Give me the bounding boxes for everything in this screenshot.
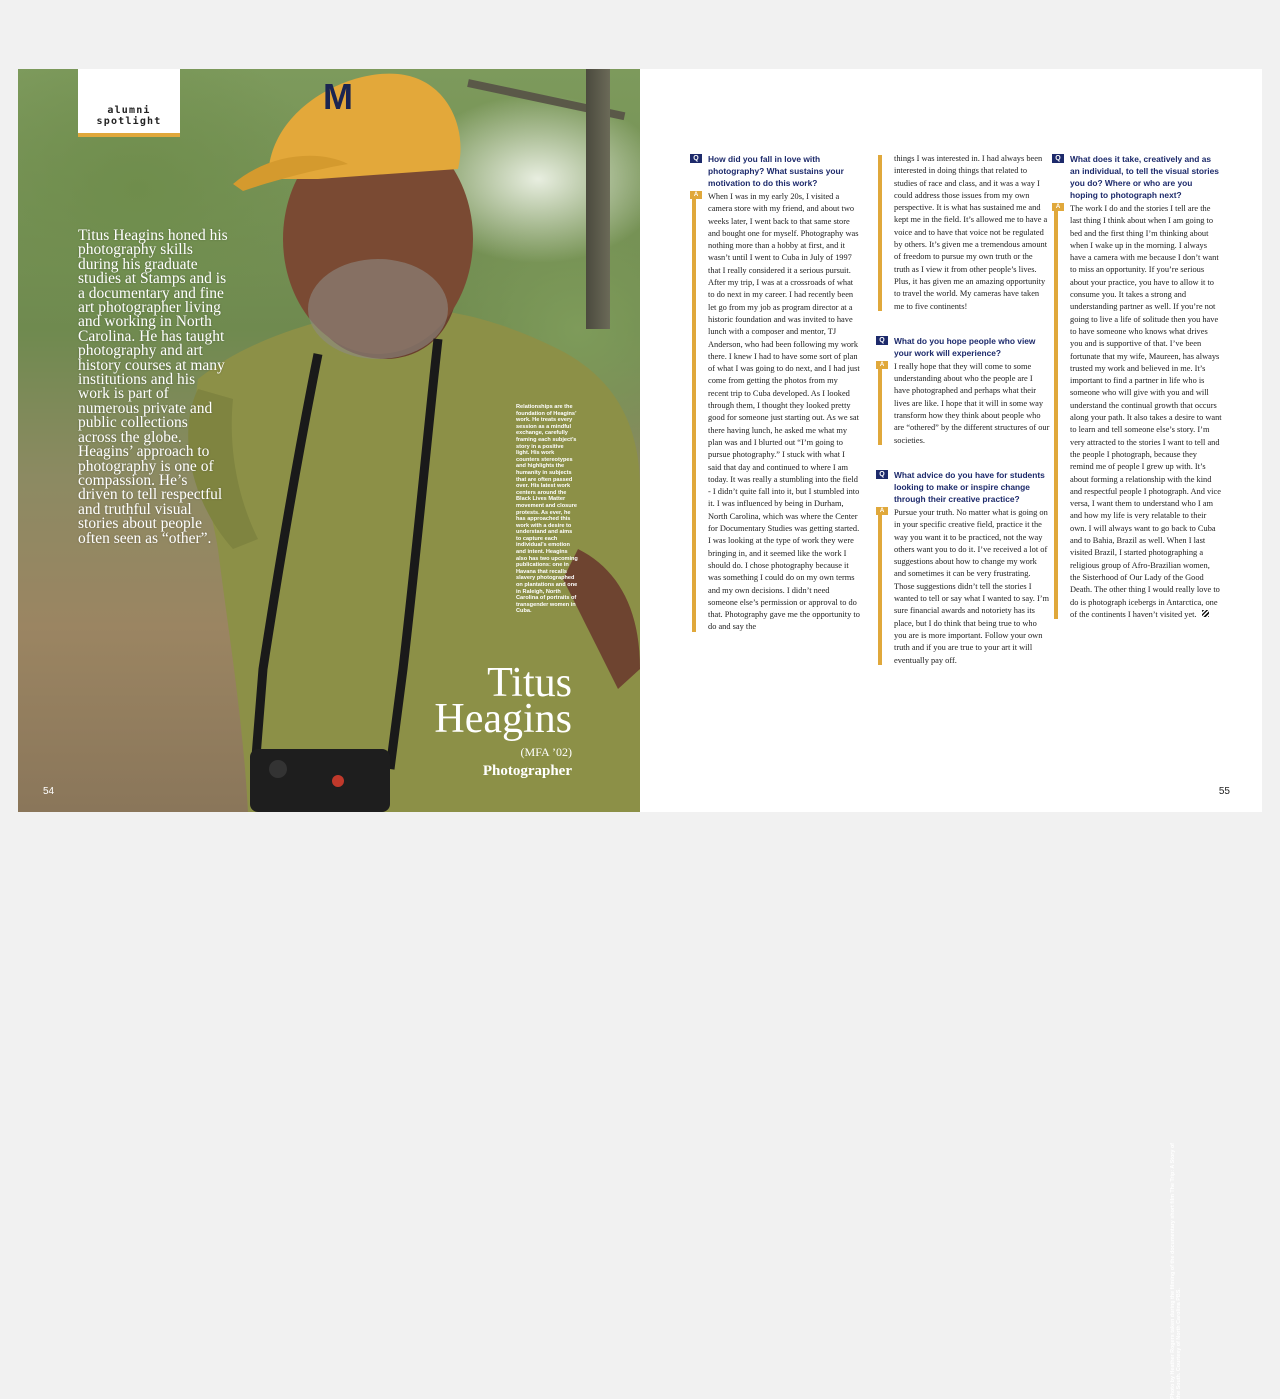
answer-bar (1054, 205, 1058, 619)
subject-name (434, 660, 572, 742)
degree-label: (MFA ’02) (520, 745, 572, 759)
photo-credit: Photo by Heather Rogers taken during the filming of the documentary short film The Trip: A Story of the South. Courtesy of North Carolina PBS. (1170, 1143, 1182, 1399)
answer-4 (1052, 203, 1222, 621)
question-2 (876, 335, 1050, 359)
magazine-spread (18, 69, 1262, 1399)
question-icon: Q (876, 336, 888, 345)
answer-icon: A (876, 361, 888, 369)
question-1 (690, 153, 860, 189)
subject-name-line1: Titus (487, 660, 572, 706)
question-3 (876, 469, 1050, 505)
question-icon: Q (690, 154, 702, 163)
answer-2 (876, 361, 1050, 447)
column-2 (876, 153, 1050, 667)
question-icon: Q (1052, 154, 1064, 163)
answer-bar (878, 155, 882, 311)
answer-bar (878, 363, 882, 445)
page-number-right: 55 (1218, 786, 1230, 797)
photo-caption: Relationships are the foundation of Heagins’ work. He treats every session as a mindful exchange, carefully framing each subject’s story in a positive light. His work counters stereotypes and highlights the humanity in subjects that are often passed over. His latest work centers around the Black Lives Matter movement and closure protests. As ever, he has approached this work with a desire to understand and aims to capture each individual’s emotion and intent. Heagins also has two upcoming publications: one in Havana that recalls slavery photographed on plantations and one in Raleigh, North Carolina of portraits of transgender women in Cuba. (516, 404, 578, 615)
answer-bar (692, 193, 696, 632)
section-label-box (78, 69, 180, 137)
answer-1-continued (876, 153, 1050, 313)
role-label: Photographer (482, 763, 572, 779)
right-page (640, 69, 1262, 812)
question-icon: Q (876, 470, 888, 479)
answer-icon: A (876, 507, 888, 515)
page-number-left: 54 (43, 786, 55, 797)
answer-1-continued-text: things I was interested in. I had always been interested in doing things that related to studies of race and class, and it was a way I could address those issues from my own perspective. It is what has sustained me and kept me in the field. It’s allowed me to have a voice and to have that voice not be regulated by others. It’s given me a tremendous amount of freedom to pursue my own truth or the truth as I view it from other people’s lives. Plus, it has given me an amazing opportunity to travel the world. My cameras have taken me to five continents! (894, 154, 1048, 311)
question-2-text: What do you hope people who view your work will experience? (894, 335, 1036, 358)
intro-paragraph: Titus Heagins honed his photography skills during his graduate studies at Stamps and is a documentary and fine art photographer living and working in North Carolina. He has taught photography and art history courses at many institutions and his work is part of numerous private and public collections across the globe. Heagins’ approach to photography is one of compassion. He’s driven to tell respectful and truthful visual stories about people often seen as “other”. (78, 227, 228, 547)
end-mark-icon (1202, 610, 1209, 617)
answer-1 (690, 191, 860, 634)
subject-name-line2: Heagins (434, 696, 572, 742)
section-label: alumni spotlight (96, 105, 162, 127)
question-4 (1052, 153, 1222, 201)
photo-credit-wrap (596, 669, 1182, 1399)
answer-3 (876, 507, 1050, 667)
question-1-text: How did you fall in love with photography? What sustains your motivation to do this work? (708, 154, 844, 188)
svg-text:M: M (323, 76, 353, 117)
column-3 (1052, 153, 1222, 621)
answer-3-text: Pursue your truth. No matter what is going on in your specific creative field, practice it the way you want it to be practiced, not the way others want you to do it. I’ve received a lot of suggestions about how to change my work and sometimes it can be very frustrating. Those suggestions didn’t tell the stories I wanted to tell or say what I wanted to say. I’m sure financial awards and notoriety has its place, but I do think that being true to who you are is more important. Follow your own truth and if you are true to your art it will eventually pay off. (894, 507, 1050, 665)
question-3-text: What advice do you have for students looking to make or inspire change through their creative practice? (894, 469, 1045, 504)
answer-1-text: When I was in my early 20s, I visited a camera store with my friend, and about two weeks later, I went back to that same store and bought one for myself. Photography was nothing more than a hobby at first, and it wasn’t until I went to Cuba in July of 1997 that I really considered it a serious pursuit. After my trip, I was at a crossroads of what to do next in my career. I had recently been let go from my job as program director at a historic foundation and was invited to have lunch with a composer and mentor, TJ Anderson, who had been following my work there. I knew I had to have some sort of plan of what I was going to do next, and I had just come from getting the photos from my recent trip to Cuba developed. As I looked through them, I thought they looked pretty good for someone just starting out. As we sat there having lunch, he asked me what my plan was and I blurted out “I’m going to pursue photography.” I stuck with what I said that day and continued to where I am today. It was really a stumbling into the field - I didn’t quite fall into it, but I stumbled into it. I was influenced by being in Durham, North Carolina, which was where the Center for Documentary Studies was getting started. I was looking at the type of work they were bringing in, and it seemed like the work I should do. I chose photography because it was something I could do on my own terms and my own decisions. I didn’t need someone else’s permission or approval to do that. Photography gave me the opportunity to do and say the (708, 192, 860, 632)
answer-bar (878, 509, 882, 665)
answer-icon: A (690, 191, 702, 199)
answer-2-text: I really hope that they will come to some understanding about who the people are I have photographed and perhaps what their lives are like. I hope that it will in some way transform how they think about people who are “othered” by the different structures of our societies. (894, 361, 1050, 445)
answer-4-text: The work I do and the stories I tell are the last thing I think about when I am going to bed and the first thing I’m thinking about when I wake up in the morning. I always have a camera with me because I don’t want to miss an opportunity. If you’re serious about your practice, you have to allow it to consume you. It takes a strong and understanding partner as well. If you’re not going to live a life of solitude then you have to have someone who knows what drives you and is supportive of that. I’ve been fortunate that my wife, Maureen, has always trusted my work and believed in me. It’s important to find a partner in life who is someone who will give with you and will understand the continual growth that occurs along your path. It also takes a desire to want to learn and tell someone else’s story. I’m very attracted to the stories I want to tell and the people I photograph, because they remind me of people I grew up with. It’s about forming a relationship with the kind and respectful people I photograph. And vice versa, I want them to understand who I am and how my life is very relatable to their own. I will always want to go back to Cuba and to Bahia, Brazil as well. When I last visited Brazil, I started photographing a religious group of Afro-Brazilian women, the Sisterhood of Our Lady of the Good Death. The other thing I would really love to do is photograph icebergs in Antarctica, one of the continents I haven’t visited yet. (1070, 204, 1222, 619)
question-4-text: What does it take, creatively and as an individual, to tell the visual stories you do? Where or who are you hoping to photograph next? (1070, 154, 1219, 200)
column-1 (690, 153, 860, 634)
answer-icon: A (1052, 203, 1064, 211)
